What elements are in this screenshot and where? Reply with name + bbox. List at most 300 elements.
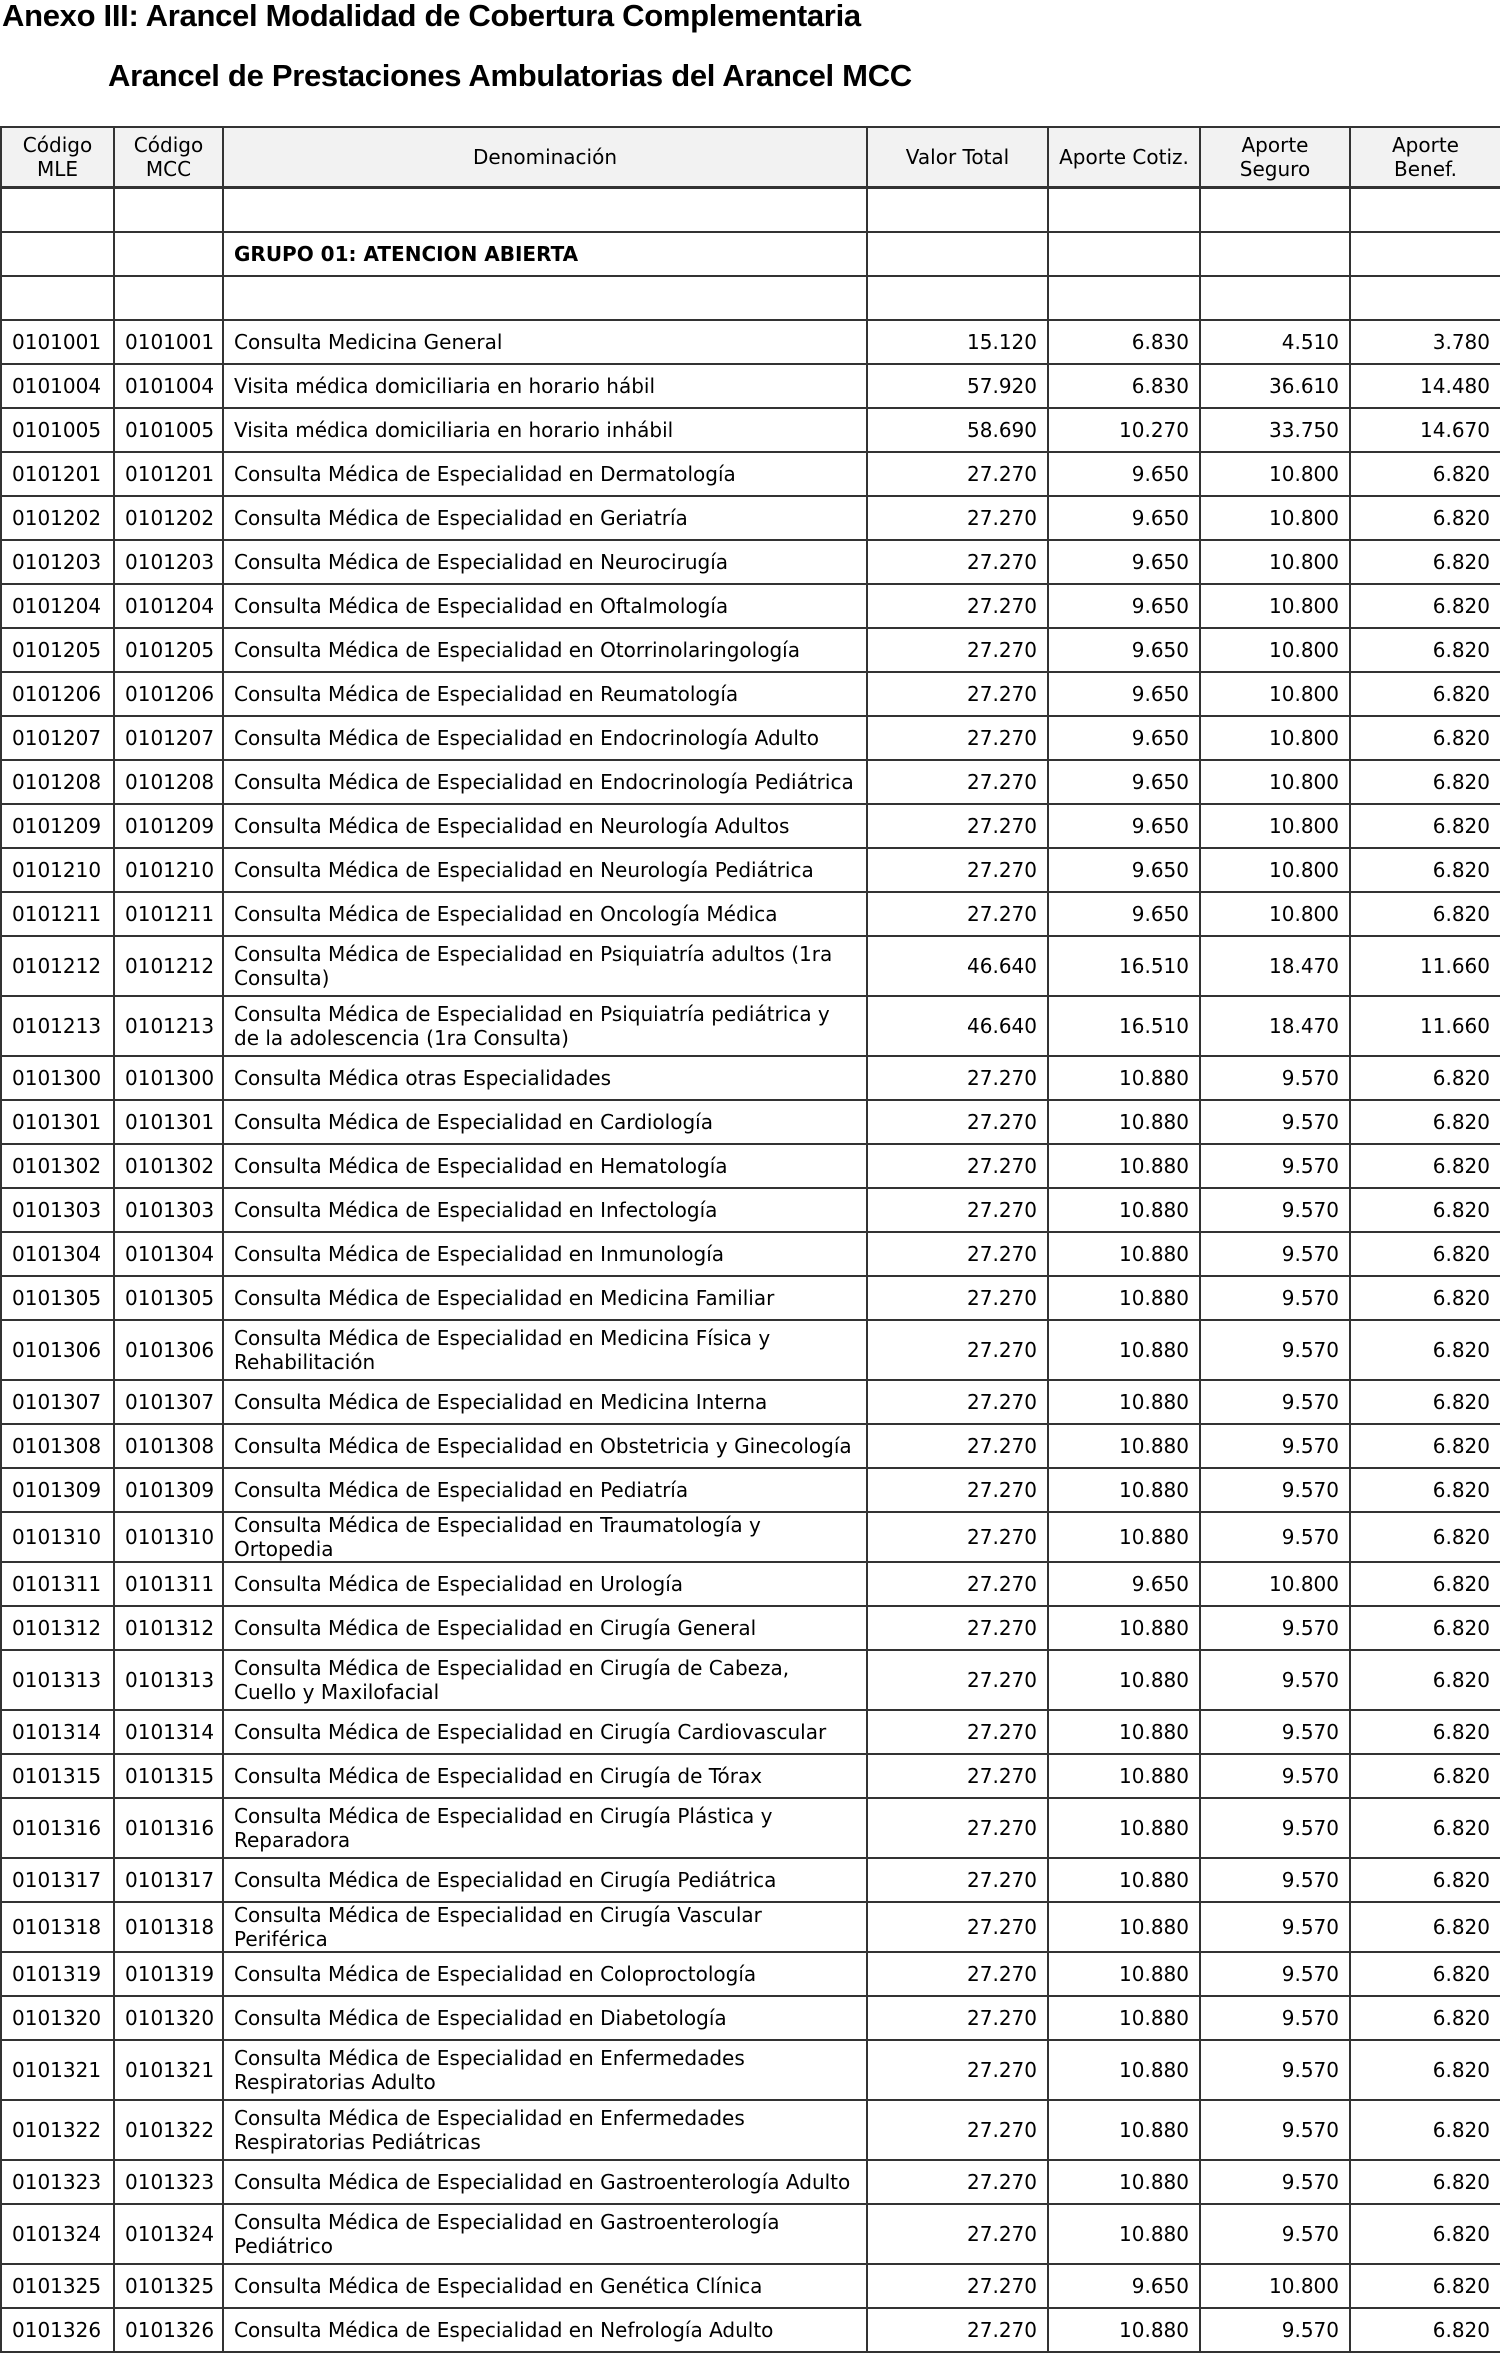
denominacion-cell: Consulta Médica de Especialidad en Psiquiatría pediátrica y de la adolescencia (1ra Consulta) <box>223 996 867 1056</box>
aporte-cotiz-cell: 6.830 <box>1048 320 1200 364</box>
table-row <box>1 2160 1500 2204</box>
aporte-seguro-cell: 18.470 <box>1200 996 1350 1056</box>
codigo-mcc-cell: 0101205 <box>114 628 223 672</box>
denominacion-cell: Consulta Médica de Especialidad en Inmunología <box>223 1232 867 1276</box>
codigo-mcc-cell: 0101206 <box>114 672 223 716</box>
aporte-benef-cell: 6.820 <box>1350 848 1500 892</box>
codigo-mcc-cell: 0101321 <box>114 2040 223 2100</box>
aporte-seguro-cell: 10.800 <box>1200 584 1350 628</box>
valor-total-cell: 27.270 <box>867 1424 1048 1468</box>
aporte-benef-cell: 6.820 <box>1350 2160 1500 2204</box>
codigo-mcc-cell: 0101314 <box>114 1710 223 1754</box>
codigo-mcc-cell: 0101209 <box>114 804 223 848</box>
codigo-mle-cell: 0101324 <box>1 2204 114 2264</box>
aporte-benef-cell: 14.480 <box>1350 364 1500 408</box>
denominacion-cell: Consulta Médica de Especialidad en Neurología Pediátrica <box>223 848 867 892</box>
table-row <box>1 1276 1500 1320</box>
aporte-benef-cell: 6.820 <box>1350 1188 1500 1232</box>
group-label: GRUPO 01: ATENCION ABIERTA <box>223 232 867 276</box>
codigo-mle-cell: 0101312 <box>1 1606 114 1650</box>
aporte-benef-cell: 6.820 <box>1350 1100 1500 1144</box>
aporte-cotiz-cell: 10.880 <box>1048 1996 1200 2040</box>
codigo-mcc-cell: 0101316 <box>114 1798 223 1858</box>
denominacion-cell: Consulta Médica de Especialidad en Cirugía Pediátrica <box>223 1858 867 1902</box>
codigo-mcc-cell: 0101301 <box>114 1100 223 1144</box>
aporte-seguro-cell: 10.800 <box>1200 892 1350 936</box>
aporte-cotiz-cell: 9.650 <box>1048 848 1200 892</box>
aporte-seguro-cell: 9.570 <box>1200 2204 1350 2264</box>
valor-total-cell: 27.270 <box>867 1562 1048 1606</box>
aporte-benef-cell: 6.820 <box>1350 892 1500 936</box>
aporte-cotiz-cell: 10.880 <box>1048 1100 1200 1144</box>
codigo-mcc-cell: 0101317 <box>114 1858 223 1902</box>
aporte-benef-cell: 6.820 <box>1350 2040 1500 2100</box>
codigo-mcc-cell: 0101312 <box>114 1606 223 1650</box>
aporte-cotiz-cell: 10.880 <box>1048 1056 1200 1100</box>
document-title: Anexo III: Arancel Modalidad de Cobertura Complementaria <box>2 0 861 33</box>
aporte-cotiz-cell: 9.650 <box>1048 672 1200 716</box>
aporte-benef-cell: 6.820 <box>1350 628 1500 672</box>
header-codigo-mle: Código MLE <box>1 127 114 188</box>
header-codigo-mcc: Código MCC <box>114 127 223 188</box>
aporte-cotiz-cell: 10.880 <box>1048 1754 1200 1798</box>
table-row <box>1 1754 1500 1798</box>
codigo-mle-cell: 0101314 <box>1 1710 114 1754</box>
denominacion-cell: Consulta Médica de Especialidad en Psiquiatría adultos (1ra Consulta) <box>223 936 867 996</box>
codigo-mcc-cell: 0101324 <box>114 2204 223 2264</box>
aporte-cotiz-cell: 10.880 <box>1048 1380 1200 1424</box>
aporte-seguro-cell: 9.570 <box>1200 1650 1350 1710</box>
valor-total-cell: 58.690 <box>867 408 1048 452</box>
codigo-mcc-cell: 0101303 <box>114 1188 223 1232</box>
codigo-mle-cell: 0101323 <box>1 2160 114 2204</box>
aporte-cotiz-cell: 10.880 <box>1048 2040 1200 2100</box>
valor-total-cell: 27.270 <box>867 1056 1048 1100</box>
codigo-mcc-cell: 0101001 <box>114 320 223 364</box>
codigo-mle-cell: 0101309 <box>1 1468 114 1512</box>
aporte-benef-cell: 6.820 <box>1350 1754 1500 1798</box>
aporte-cotiz-cell: 10.880 <box>1048 1902 1200 1952</box>
aporte-seguro-cell: 9.570 <box>1200 1276 1350 1320</box>
codigo-mcc-cell: 0101322 <box>114 2100 223 2160</box>
valor-total-cell: 27.270 <box>867 2204 1048 2264</box>
codigo-mcc-cell: 0101305 <box>114 1276 223 1320</box>
table-row <box>1 2264 1500 2308</box>
aporte-benef-cell: 6.820 <box>1350 672 1500 716</box>
codigo-mle-cell: 0101306 <box>1 1320 114 1380</box>
codigo-mle-cell: 0101321 <box>1 2040 114 2100</box>
denominacion-cell: Consulta Médica de Especialidad en Traumatología y Ortopedia <box>223 1512 867 1562</box>
codigo-mcc-cell: 0101315 <box>114 1754 223 1798</box>
valor-total-cell: 27.270 <box>867 1320 1048 1380</box>
table-row <box>1 1996 1500 2040</box>
aporte-cotiz-cell: 10.880 <box>1048 1952 1200 1996</box>
valor-total-cell: 27.270 <box>867 1144 1048 1188</box>
aporte-benef-cell: 6.820 <box>1350 1276 1500 1320</box>
aporte-seguro-cell: 9.570 <box>1200 2308 1350 2352</box>
valor-total-cell: 27.270 <box>867 2100 1048 2160</box>
header-valor-total: Valor Total <box>867 127 1048 188</box>
aporte-seguro-cell: 9.570 <box>1200 2040 1350 2100</box>
aporte-benef-cell: 6.820 <box>1350 2204 1500 2264</box>
codigo-mcc-cell: 0101306 <box>114 1320 223 1380</box>
aporte-seguro-cell: 10.800 <box>1200 628 1350 672</box>
denominacion-cell: Visita médica domiciliaria en horario hábil <box>223 364 867 408</box>
codigo-mle-cell: 0101211 <box>1 892 114 936</box>
table-row <box>1 2040 1500 2100</box>
aporte-benef-cell: 6.820 <box>1350 2100 1500 2160</box>
document-subtitle: Arancel de Prestaciones Ambulatorias del Arancel MCC <box>108 58 912 93</box>
aporte-seguro-cell: 9.570 <box>1200 1858 1350 1902</box>
aporte-benef-cell: 6.820 <box>1350 1380 1500 1424</box>
aporte-seguro-cell: 10.800 <box>1200 848 1350 892</box>
aporte-seguro-cell: 9.570 <box>1200 1798 1350 1858</box>
table-row <box>1 760 1500 804</box>
denominacion-cell: Consulta Médica de Especialidad en Urología <box>223 1562 867 1606</box>
table-row <box>1 1710 1500 1754</box>
denominacion-cell: Consulta Médica de Especialidad en Nefrología Adulto <box>223 2308 867 2352</box>
codigo-mle-cell: 0101202 <box>1 496 114 540</box>
table-row <box>1 716 1500 760</box>
table-row <box>1 1858 1500 1902</box>
valor-total-cell: 27.270 <box>867 1380 1048 1424</box>
aporte-cotiz-cell: 10.880 <box>1048 1710 1200 1754</box>
aporte-seguro-cell: 9.570 <box>1200 1952 1350 1996</box>
aporte-cotiz-cell: 9.650 <box>1048 628 1200 672</box>
codigo-mcc-cell: 0101204 <box>114 584 223 628</box>
valor-total-cell: 27.270 <box>867 1512 1048 1562</box>
codigo-mle-cell: 0101304 <box>1 1232 114 1276</box>
denominacion-cell: Consulta Médica de Especialidad en Neurología Adultos <box>223 804 867 848</box>
codigo-mle-cell: 0101206 <box>1 672 114 716</box>
valor-total-cell: 27.270 <box>867 452 1048 496</box>
aporte-cotiz-cell: 16.510 <box>1048 936 1200 996</box>
group-row <box>1 232 1500 276</box>
aporte-benef-cell: 6.820 <box>1350 1056 1500 1100</box>
table-row <box>1 1144 1500 1188</box>
denominacion-cell: Consulta Médica de Especialidad en Infectología <box>223 1188 867 1232</box>
valor-total-cell: 27.270 <box>867 1858 1048 1902</box>
denominacion-cell: Consulta Médica de Especialidad en Oftalmología <box>223 584 867 628</box>
tariff-table <box>0 126 1500 2353</box>
codigo-mcc-cell: 0101300 <box>114 1056 223 1100</box>
codigo-mle-cell: 0101326 <box>1 2308 114 2352</box>
aporte-seguro-cell: 10.800 <box>1200 540 1350 584</box>
table-row <box>1 996 1500 1056</box>
codigo-mle-cell: 0101305 <box>1 1276 114 1320</box>
aporte-benef-cell: 6.820 <box>1350 584 1500 628</box>
codigo-mcc-cell: 0101207 <box>114 716 223 760</box>
denominacion-cell: Consulta Médica de Especialidad en Obstetricia y Ginecología <box>223 1424 867 1468</box>
table-row <box>1 1562 1500 1606</box>
codigo-mle-cell: 0101322 <box>1 2100 114 2160</box>
codigo-mcc-cell: 0101005 <box>114 408 223 452</box>
table-row <box>1 452 1500 496</box>
denominacion-cell: Consulta Médica de Especialidad en Cirugía Cardiovascular <box>223 1710 867 1754</box>
codigo-mcc-cell: 0101320 <box>114 1996 223 2040</box>
codigo-mle-cell: 0101005 <box>1 408 114 452</box>
aporte-seguro-cell: 10.800 <box>1200 1562 1350 1606</box>
table-row <box>1 1952 1500 1996</box>
codigo-mcc-cell: 0101319 <box>114 1952 223 1996</box>
table-row <box>1 672 1500 716</box>
header-aporte-benef: Aporte Benef. <box>1350 127 1500 188</box>
codigo-mcc-cell: 0101202 <box>114 496 223 540</box>
table-row <box>1 2100 1500 2160</box>
aporte-benef-cell: 6.820 <box>1350 1468 1500 1512</box>
aporte-cotiz-cell: 9.650 <box>1048 892 1200 936</box>
denominacion-cell: Consulta Médica de Especialidad en Endocrinología Pediátrica <box>223 760 867 804</box>
denominacion-cell: Consulta Médica de Especialidad en Endocrinología Adulto <box>223 716 867 760</box>
table-row <box>1 320 1500 364</box>
aporte-benef-cell: 6.820 <box>1350 716 1500 760</box>
codigo-mle-cell: 0101307 <box>1 1380 114 1424</box>
denominacion-cell: Consulta Médica de Especialidad en Cirugía Vascular Periférica <box>223 1902 867 1952</box>
aporte-benef-cell: 6.820 <box>1350 1606 1500 1650</box>
aporte-benef-cell: 6.820 <box>1350 804 1500 848</box>
codigo-mcc-cell: 0101302 <box>114 1144 223 1188</box>
denominacion-cell: Consulta Médica otras Especialidades <box>223 1056 867 1100</box>
table-row <box>1 628 1500 672</box>
blank-row <box>1 188 1500 233</box>
valor-total-cell: 27.270 <box>867 1902 1048 1952</box>
table-row <box>1 2204 1500 2264</box>
aporte-benef-cell: 14.670 <box>1350 408 1500 452</box>
aporte-seguro-cell: 4.510 <box>1200 320 1350 364</box>
denominacion-cell: Consulta Médica de Especialidad en Enfermedades Respiratorias Pediátricas <box>223 2100 867 2160</box>
codigo-mle-cell: 0101004 <box>1 364 114 408</box>
valor-total-cell: 27.270 <box>867 2308 1048 2352</box>
codigo-mcc-cell: 0101313 <box>114 1650 223 1710</box>
table-row <box>1 1512 1500 1562</box>
valor-total-cell: 57.920 <box>867 364 1048 408</box>
aporte-seguro-cell: 10.800 <box>1200 452 1350 496</box>
codigo-mle-cell: 0101310 <box>1 1512 114 1562</box>
aporte-cotiz-cell: 10.880 <box>1048 2204 1200 2264</box>
codigo-mle-cell: 0101300 <box>1 1056 114 1100</box>
aporte-seguro-cell: 9.570 <box>1200 2100 1350 2160</box>
aporte-benef-cell: 6.820 <box>1350 1232 1500 1276</box>
table-row <box>1 804 1500 848</box>
denominacion-cell: Consulta Médica de Especialidad en Cirugía de Cabeza, Cuello y Maxilofacial <box>223 1650 867 1710</box>
aporte-cotiz-cell: 10.880 <box>1048 1858 1200 1902</box>
table-row <box>1 496 1500 540</box>
valor-total-cell: 27.270 <box>867 584 1048 628</box>
codigo-mcc-cell: 0101004 <box>114 364 223 408</box>
valor-total-cell: 27.270 <box>867 672 1048 716</box>
aporte-benef-cell: 6.820 <box>1350 1902 1500 1952</box>
codigo-mle-cell: 0101308 <box>1 1424 114 1468</box>
denominacion-cell: Consulta Médica de Especialidad en Dermatología <box>223 452 867 496</box>
denominacion-cell: Consulta Medicina General <box>223 320 867 364</box>
denominacion-cell: Consulta Médica de Especialidad en Reumatología <box>223 672 867 716</box>
aporte-seguro-cell: 9.570 <box>1200 1188 1350 1232</box>
aporte-seguro-cell: 9.570 <box>1200 1232 1350 1276</box>
denominacion-cell: Consulta Médica de Especialidad en Pediatría <box>223 1468 867 1512</box>
header-aporte-seguro: Aporte Seguro <box>1200 127 1350 188</box>
denominacion-cell: Consulta Médica de Especialidad en Geriatría <box>223 496 867 540</box>
valor-total-cell: 27.270 <box>867 892 1048 936</box>
valor-total-cell: 27.270 <box>867 1100 1048 1144</box>
codigo-mle-cell: 0101311 <box>1 1562 114 1606</box>
table-row <box>1 584 1500 628</box>
codigo-mle-cell: 0101204 <box>1 584 114 628</box>
aporte-seguro-cell: 33.750 <box>1200 408 1350 452</box>
table-row <box>1 1606 1500 1650</box>
aporte-seguro-cell: 18.470 <box>1200 936 1350 996</box>
denominacion-cell: Consulta Médica de Especialidad en Enfermedades Respiratorias Adulto <box>223 2040 867 2100</box>
aporte-seguro-cell: 9.570 <box>1200 1710 1350 1754</box>
valor-total-cell: 27.270 <box>867 1710 1048 1754</box>
aporte-benef-cell: 6.820 <box>1350 1512 1500 1562</box>
valor-total-cell: 27.270 <box>867 1606 1048 1650</box>
table-header-row <box>1 127 1500 188</box>
aporte-benef-cell: 11.660 <box>1350 936 1500 996</box>
denominacion-cell: Consulta Médica de Especialidad en Hematología <box>223 1144 867 1188</box>
codigo-mcc-cell: 0101325 <box>114 2264 223 2308</box>
aporte-seguro-cell: 10.800 <box>1200 496 1350 540</box>
valor-total-cell: 27.270 <box>867 1650 1048 1710</box>
aporte-cotiz-cell: 9.650 <box>1048 2264 1200 2308</box>
aporte-seguro-cell: 9.570 <box>1200 1512 1350 1562</box>
codigo-mle-cell: 0101209 <box>1 804 114 848</box>
aporte-cotiz-cell: 10.880 <box>1048 1144 1200 1188</box>
aporte-benef-cell: 6.820 <box>1350 1858 1500 1902</box>
denominacion-cell: Consulta Médica de Especialidad en Neurocirugía <box>223 540 867 584</box>
aporte-benef-cell: 6.820 <box>1350 1650 1500 1710</box>
codigo-mcc-cell: 0101326 <box>114 2308 223 2352</box>
codigo-mle-cell: 0101205 <box>1 628 114 672</box>
valor-total-cell: 15.120 <box>867 320 1048 364</box>
aporte-seguro-cell: 9.570 <box>1200 1320 1350 1380</box>
aporte-seguro-cell: 9.570 <box>1200 1754 1350 1798</box>
aporte-benef-cell: 6.820 <box>1350 1144 1500 1188</box>
aporte-seguro-cell: 9.570 <box>1200 1606 1350 1650</box>
denominacion-cell: Consulta Médica de Especialidad en Medicina Interna <box>223 1380 867 1424</box>
valor-total-cell: 27.270 <box>867 496 1048 540</box>
aporte-seguro-cell: 10.800 <box>1200 760 1350 804</box>
table-row <box>1 364 1500 408</box>
codigo-mcc-cell: 0101210 <box>114 848 223 892</box>
codigo-mcc-cell: 0101304 <box>114 1232 223 1276</box>
denominacion-cell: Consulta Médica de Especialidad en Gastroenterología Adulto <box>223 2160 867 2204</box>
denominacion-cell: Consulta Médica de Especialidad en Genética Clínica <box>223 2264 867 2308</box>
aporte-cotiz-cell: 9.650 <box>1048 496 1200 540</box>
aporte-benef-cell: 6.820 <box>1350 1710 1500 1754</box>
aporte-cotiz-cell: 10.880 <box>1048 2100 1200 2160</box>
denominacion-cell: Consulta Médica de Especialidad en Coloproctología <box>223 1952 867 1996</box>
codigo-mcc-cell: 0101211 <box>114 892 223 936</box>
codigo-mcc-cell: 0101318 <box>114 1902 223 1952</box>
denominacion-cell: Consulta Médica de Especialidad en Cardiología <box>223 1100 867 1144</box>
aporte-cotiz-cell: 9.650 <box>1048 804 1200 848</box>
valor-total-cell: 27.270 <box>867 760 1048 804</box>
aporte-seguro-cell: 9.570 <box>1200 2160 1350 2204</box>
aporte-cotiz-cell: 10.880 <box>1048 1798 1200 1858</box>
aporte-cotiz-cell: 16.510 <box>1048 996 1200 1056</box>
valor-total-cell: 27.270 <box>867 1754 1048 1798</box>
header-denominacion: Denominación <box>223 127 867 188</box>
aporte-benef-cell: 6.820 <box>1350 1562 1500 1606</box>
codigo-mle-cell: 0101315 <box>1 1754 114 1798</box>
aporte-benef-cell: 6.820 <box>1350 2308 1500 2352</box>
aporte-cotiz-cell: 9.650 <box>1048 1562 1200 1606</box>
aporte-seguro-cell: 10.800 <box>1200 2264 1350 2308</box>
aporte-cotiz-cell: 10.880 <box>1048 1276 1200 1320</box>
valor-total-cell: 27.270 <box>867 2160 1048 2204</box>
valor-total-cell: 27.270 <box>867 804 1048 848</box>
codigo-mle-cell: 0101303 <box>1 1188 114 1232</box>
denominacion-cell: Consulta Médica de Especialidad en Oncología Médica <box>223 892 867 936</box>
valor-total-cell: 27.270 <box>867 1188 1048 1232</box>
table-row <box>1 408 1500 452</box>
valor-total-cell: 27.270 <box>867 1798 1048 1858</box>
table-row <box>1 1798 1500 1858</box>
header-aporte-cotiz: Aporte Cotiz. <box>1048 127 1200 188</box>
aporte-cotiz-cell: 9.650 <box>1048 716 1200 760</box>
valor-total-cell: 27.270 <box>867 1996 1048 2040</box>
codigo-mle-cell: 0101325 <box>1 2264 114 2308</box>
table-row <box>1 540 1500 584</box>
codigo-mcc-cell: 0101311 <box>114 1562 223 1606</box>
codigo-mle-cell: 0101301 <box>1 1100 114 1144</box>
aporte-benef-cell: 6.820 <box>1350 760 1500 804</box>
aporte-cotiz-cell: 10.880 <box>1048 1650 1200 1710</box>
table-row <box>1 1424 1500 1468</box>
codigo-mcc-cell: 0101309 <box>114 1468 223 1512</box>
codigo-mcc-cell: 0101213 <box>114 996 223 1056</box>
valor-total-cell: 27.270 <box>867 848 1048 892</box>
table-row <box>1 1902 1500 1952</box>
table-row <box>1 2308 1500 2352</box>
aporte-seguro-cell: 9.570 <box>1200 1056 1350 1100</box>
aporte-benef-cell: 6.820 <box>1350 540 1500 584</box>
codigo-mle-cell: 0101001 <box>1 320 114 364</box>
codigo-mle-cell: 0101318 <box>1 1902 114 1952</box>
aporte-cotiz-cell: 9.650 <box>1048 760 1200 804</box>
aporte-cotiz-cell: 10.880 <box>1048 1512 1200 1562</box>
denominacion-cell: Consulta Médica de Especialidad en Cirugía de Tórax <box>223 1754 867 1798</box>
table-row <box>1 1100 1500 1144</box>
denominacion-cell: Consulta Médica de Especialidad en Cirugía Plástica y Reparadora <box>223 1798 867 1858</box>
aporte-seguro-cell: 9.570 <box>1200 1468 1350 1512</box>
table-row <box>1 1650 1500 1710</box>
codigo-mle-cell: 0101317 <box>1 1858 114 1902</box>
aporte-cotiz-cell: 10.880 <box>1048 1320 1200 1380</box>
codigo-mle-cell: 0101201 <box>1 452 114 496</box>
codigo-mle-cell: 0101313 <box>1 1650 114 1710</box>
codigo-mle-cell: 0101319 <box>1 1952 114 1996</box>
aporte-benef-cell: 6.820 <box>1350 1320 1500 1380</box>
aporte-cotiz-cell: 9.650 <box>1048 584 1200 628</box>
valor-total-cell: 27.270 <box>867 2040 1048 2100</box>
table-row <box>1 1232 1500 1276</box>
aporte-cotiz-cell: 9.650 <box>1048 540 1200 584</box>
denominacion-cell: Consulta Médica de Especialidad en Medicina Familiar <box>223 1276 867 1320</box>
table-row <box>1 1468 1500 1512</box>
codigo-mle-cell: 0101207 <box>1 716 114 760</box>
aporte-seguro-cell: 10.800 <box>1200 672 1350 716</box>
aporte-seguro-cell: 9.570 <box>1200 1424 1350 1468</box>
aporte-cotiz-cell: 10.880 <box>1048 1188 1200 1232</box>
codigo-mle-cell: 0101320 <box>1 1996 114 2040</box>
codigo-mle-cell: 0101210 <box>1 848 114 892</box>
denominacion-cell: Consulta Médica de Especialidad en Cirugía General <box>223 1606 867 1650</box>
aporte-seguro-cell: 9.570 <box>1200 1100 1350 1144</box>
denominacion-cell: Consulta Médica de Especialidad en Diabetología <box>223 1996 867 2040</box>
aporte-cotiz-cell: 9.650 <box>1048 452 1200 496</box>
denominacion-cell: Consulta Médica de Especialidad en Medicina Física y Rehabilitación <box>223 1320 867 1380</box>
